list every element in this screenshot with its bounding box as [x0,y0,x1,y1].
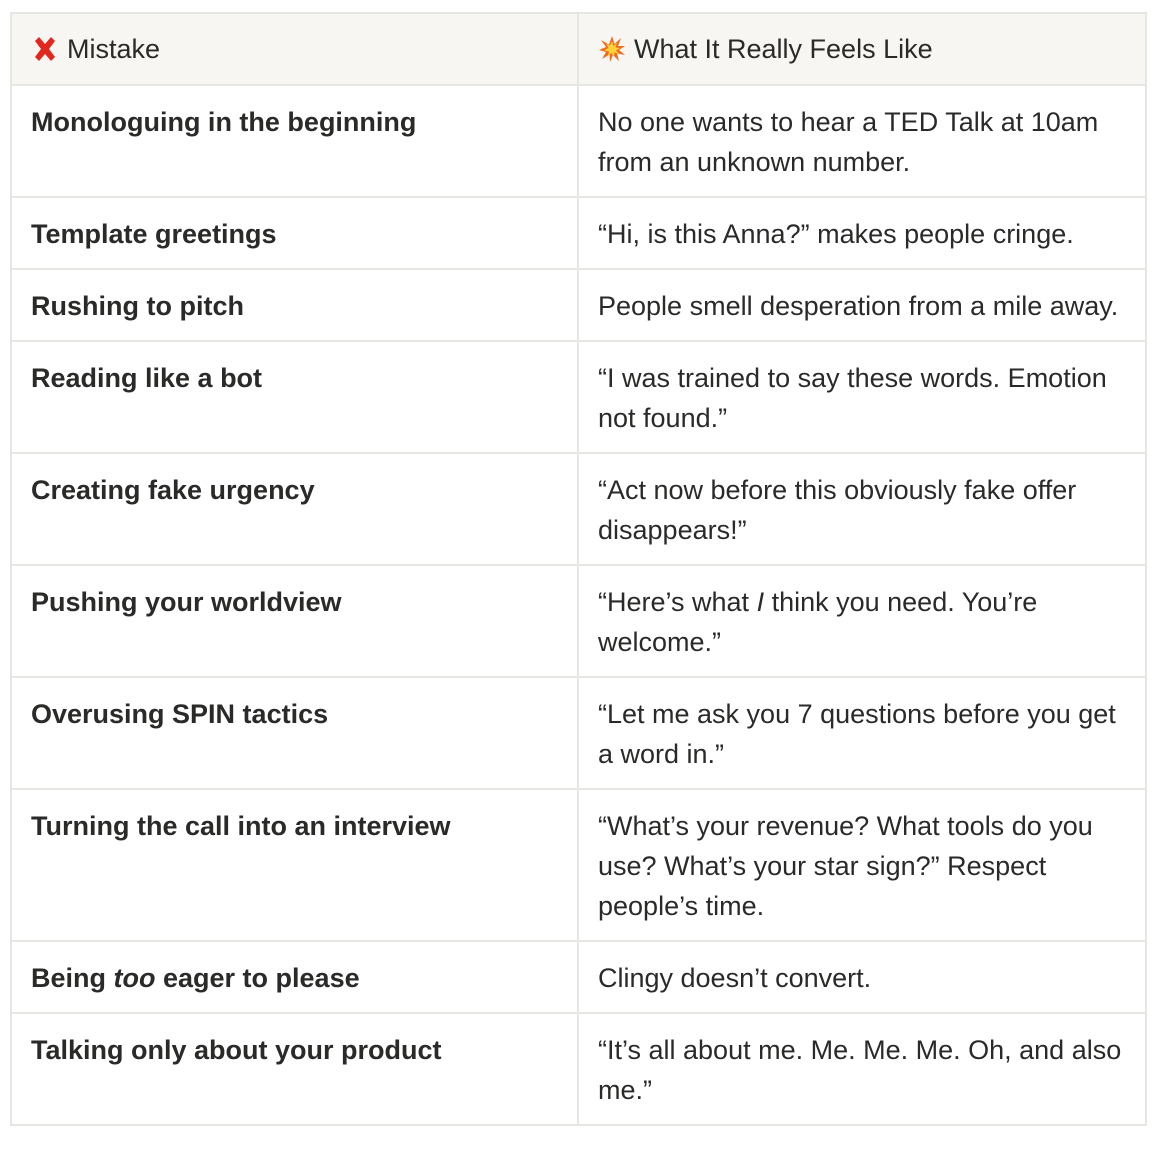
feels-cell: People smell desperation from a mile away. [578,269,1146,341]
table-row [11,453,1146,565]
feels-cell: “Act now before this obviously fake offer disappears!” [578,453,1146,565]
feels-cell: Clingy doesn’t convert. [578,941,1146,1013]
mistake-text-post: eager to please [155,963,360,993]
feels-cell: “Hi, is this Anna?” makes people cringe. [578,197,1146,269]
header-feels-label: What It Really Feels Like [634,34,933,64]
mistake-text-pre: Being [31,963,114,993]
mistake-cell: Template greetings [11,197,578,269]
mistake-text-emphasis: too [113,963,156,993]
mistake-cell: Pushing your worldview [11,565,578,677]
feels-cell: “I was trained to say these words. Emotion not found.” [578,341,1146,453]
mistake-cell: Creating fake urgency [11,453,578,565]
mistake-cell: Rushing to pitch [11,269,578,341]
mistake-cell: Overusing SPIN tactics [11,677,578,789]
cross-mark-icon [31,35,59,63]
mistake-cell: Turning the call into an interview [11,789,578,941]
mistakes-table [10,12,1147,1126]
mistake-cell: Talking only about your product [11,1013,578,1125]
feels-cell [578,565,1146,677]
feels-cell: “It’s all about me. Me. Me. Me. Oh, and also me.” [578,1013,1146,1125]
mistakes-table-container [10,12,1145,1126]
header-feels [578,13,1146,85]
table-row [11,85,1146,197]
table-row [11,565,1146,677]
mistake-cell: Monologuing in the beginning [11,85,578,197]
table-row [11,269,1146,341]
table-row [11,677,1146,789]
feels-cell: “Let me ask you 7 questions before you get a word in.” [578,677,1146,789]
mistake-cell: Reading like a bot [11,341,578,453]
table-header-row [11,13,1146,85]
feels-cell: No one wants to hear a TED Talk at 10am from an unknown number. [578,85,1146,197]
table-row [11,341,1146,453]
feels-text-emphasis: I [756,587,765,617]
table-row [11,1013,1146,1125]
table-row [11,197,1146,269]
feels-text-post: think you need. You’re welcome.” [598,587,1038,657]
feels-cell: “What’s your revenue? What tools do you use? What’s your star sign?” Respect people’s time. [578,789,1146,941]
collision-icon [598,35,626,63]
feels-text-pre: “Here’s what [598,587,757,617]
table-row [11,941,1146,1013]
header-mistake-label: Mistake [67,34,161,64]
table-row [11,789,1146,941]
mistake-cell [11,941,578,1013]
header-mistake [11,13,578,85]
